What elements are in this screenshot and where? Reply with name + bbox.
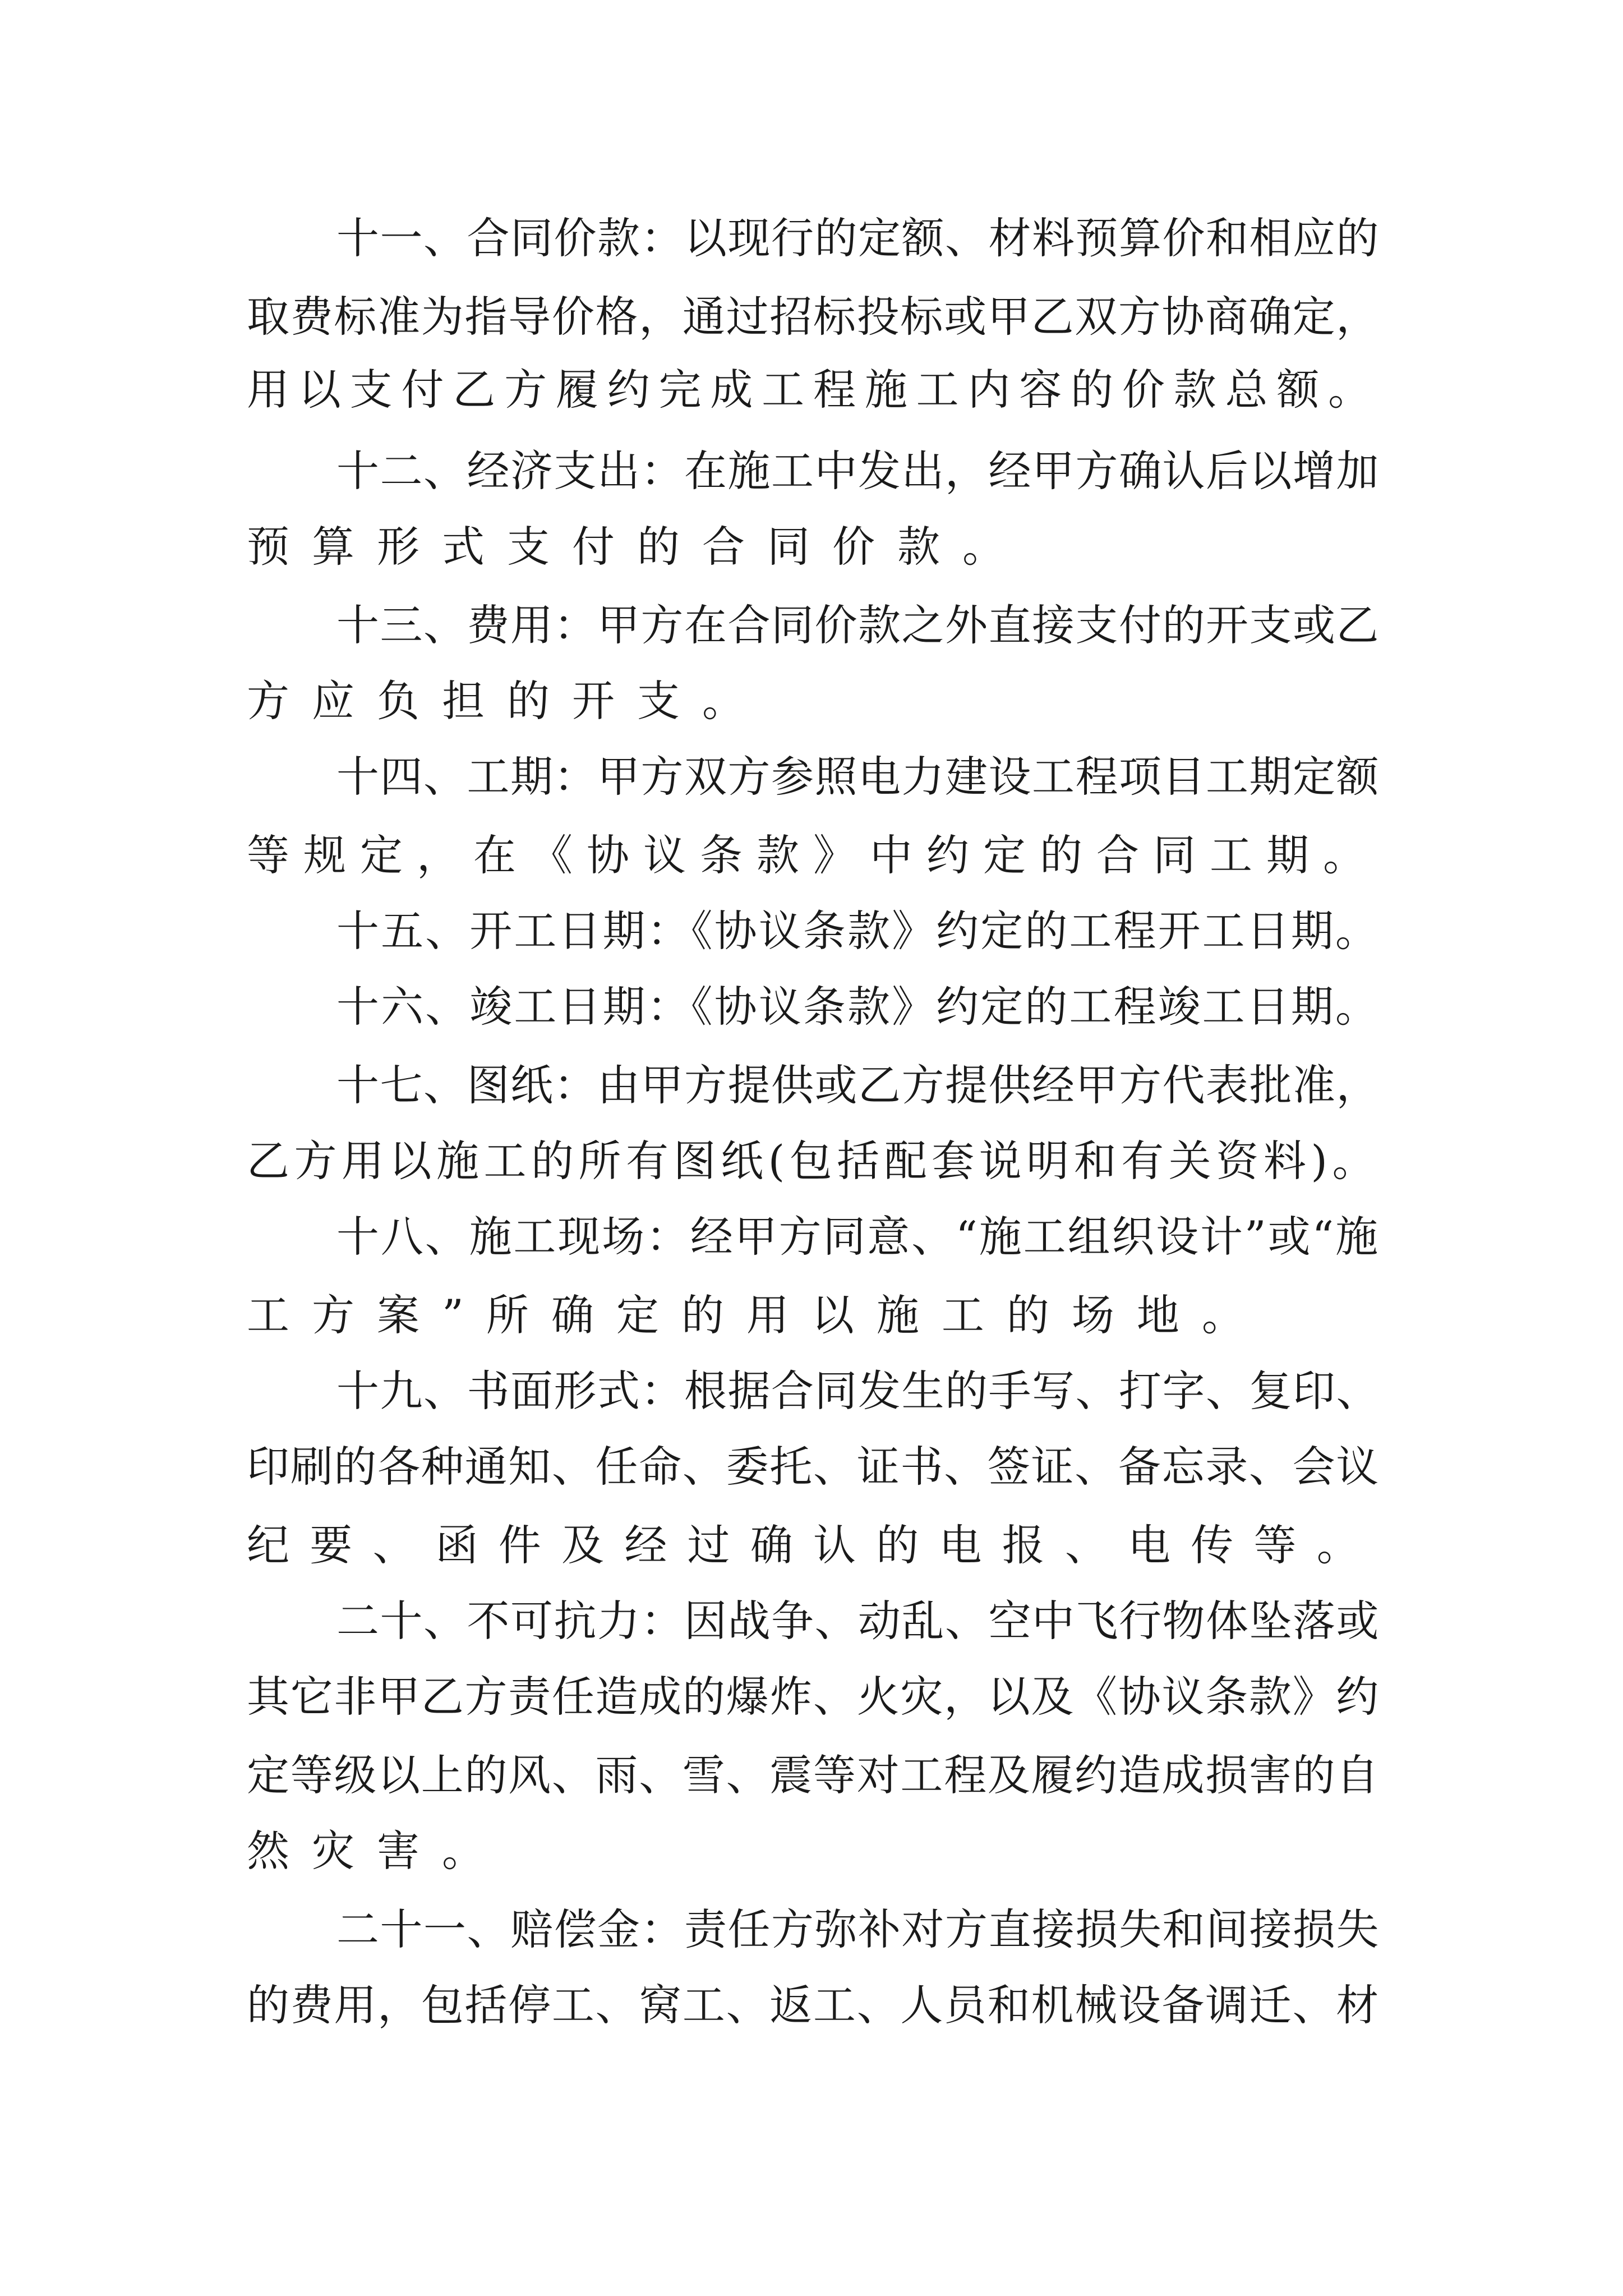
text-line: 二十、不可抗力：因战争、动乱、空中飞行物体坠落或: [336, 1596, 1380, 1646]
text-line: 定等级以上的风、雨、雪、震等对工程及履约造成损害的自: [247, 1750, 1380, 1800]
text-line: 取费标准为指导价格，通过招标投标或甲乙双方协商确定，: [247, 292, 1380, 342]
text-line: 十四、工期：甲方双方参照电力建设工程项目工期定额: [336, 752, 1380, 802]
text-line: 十五、开工日期：《协议条款》约定的工程开工日期。: [336, 906, 1380, 956]
text-line: 十八、施工现场：经甲方同意、“施工组织设计”或“施: [336, 1212, 1380, 1262]
text-line: 十七、图纸：由甲方提供或乙方提供经甲方代表批准，: [336, 1060, 1380, 1110]
text-line: 印刷的各种通知、任命、委托、证书、签证、备忘录、会议: [247, 1442, 1380, 1492]
text-line: 然灾害。: [247, 1826, 507, 1876]
text-line: 十九、书面形式：根据合同发生的手写、打字、复印、: [336, 1366, 1380, 1416]
text-line: 其它非甲乙方责任造成的爆炸、火灾，以及《协议条款》约: [247, 1672, 1380, 1722]
text-line: 等规定，在《协议条款》中约定的合同工期。: [247, 830, 1380, 880]
text-line: 十一、合同价款：以现行的定额、材料预算价和相应的: [336, 213, 1380, 263]
text-line: 预算形式支付的合同价款。: [247, 522, 1027, 572]
text-line: 的费用，包括停工、窝工、返工、人员和机械设备调迁、材: [247, 1980, 1380, 2030]
text-line: 二十一、赔偿金：责任方弥补对方直接损失和间接损失: [336, 1904, 1380, 1954]
text-line: 方应负担的开支。: [247, 676, 767, 726]
text-line: 十二、经济支出：在施工中发出，经甲方确认后以增加: [336, 446, 1380, 496]
text-line: 十三、费用：甲方在合同价款之外直接支付的开支或乙: [336, 600, 1380, 650]
text-line: 十六、竣工日期：《协议条款》约定的工程竣工日期。: [336, 982, 1380, 1032]
text-line: 工方案”所确定的用以施工的场地。: [247, 1290, 1267, 1340]
text-line: 纪要、函件及经过确认的电报、电传等。: [247, 1520, 1380, 1570]
text-line: 乙方用以施工的所有图纸(包括配套说明和有关资料)。: [247, 1136, 1380, 1186]
text-line: 用以支付乙方履约完成工程施工内容的价款总额。: [247, 365, 1380, 415]
